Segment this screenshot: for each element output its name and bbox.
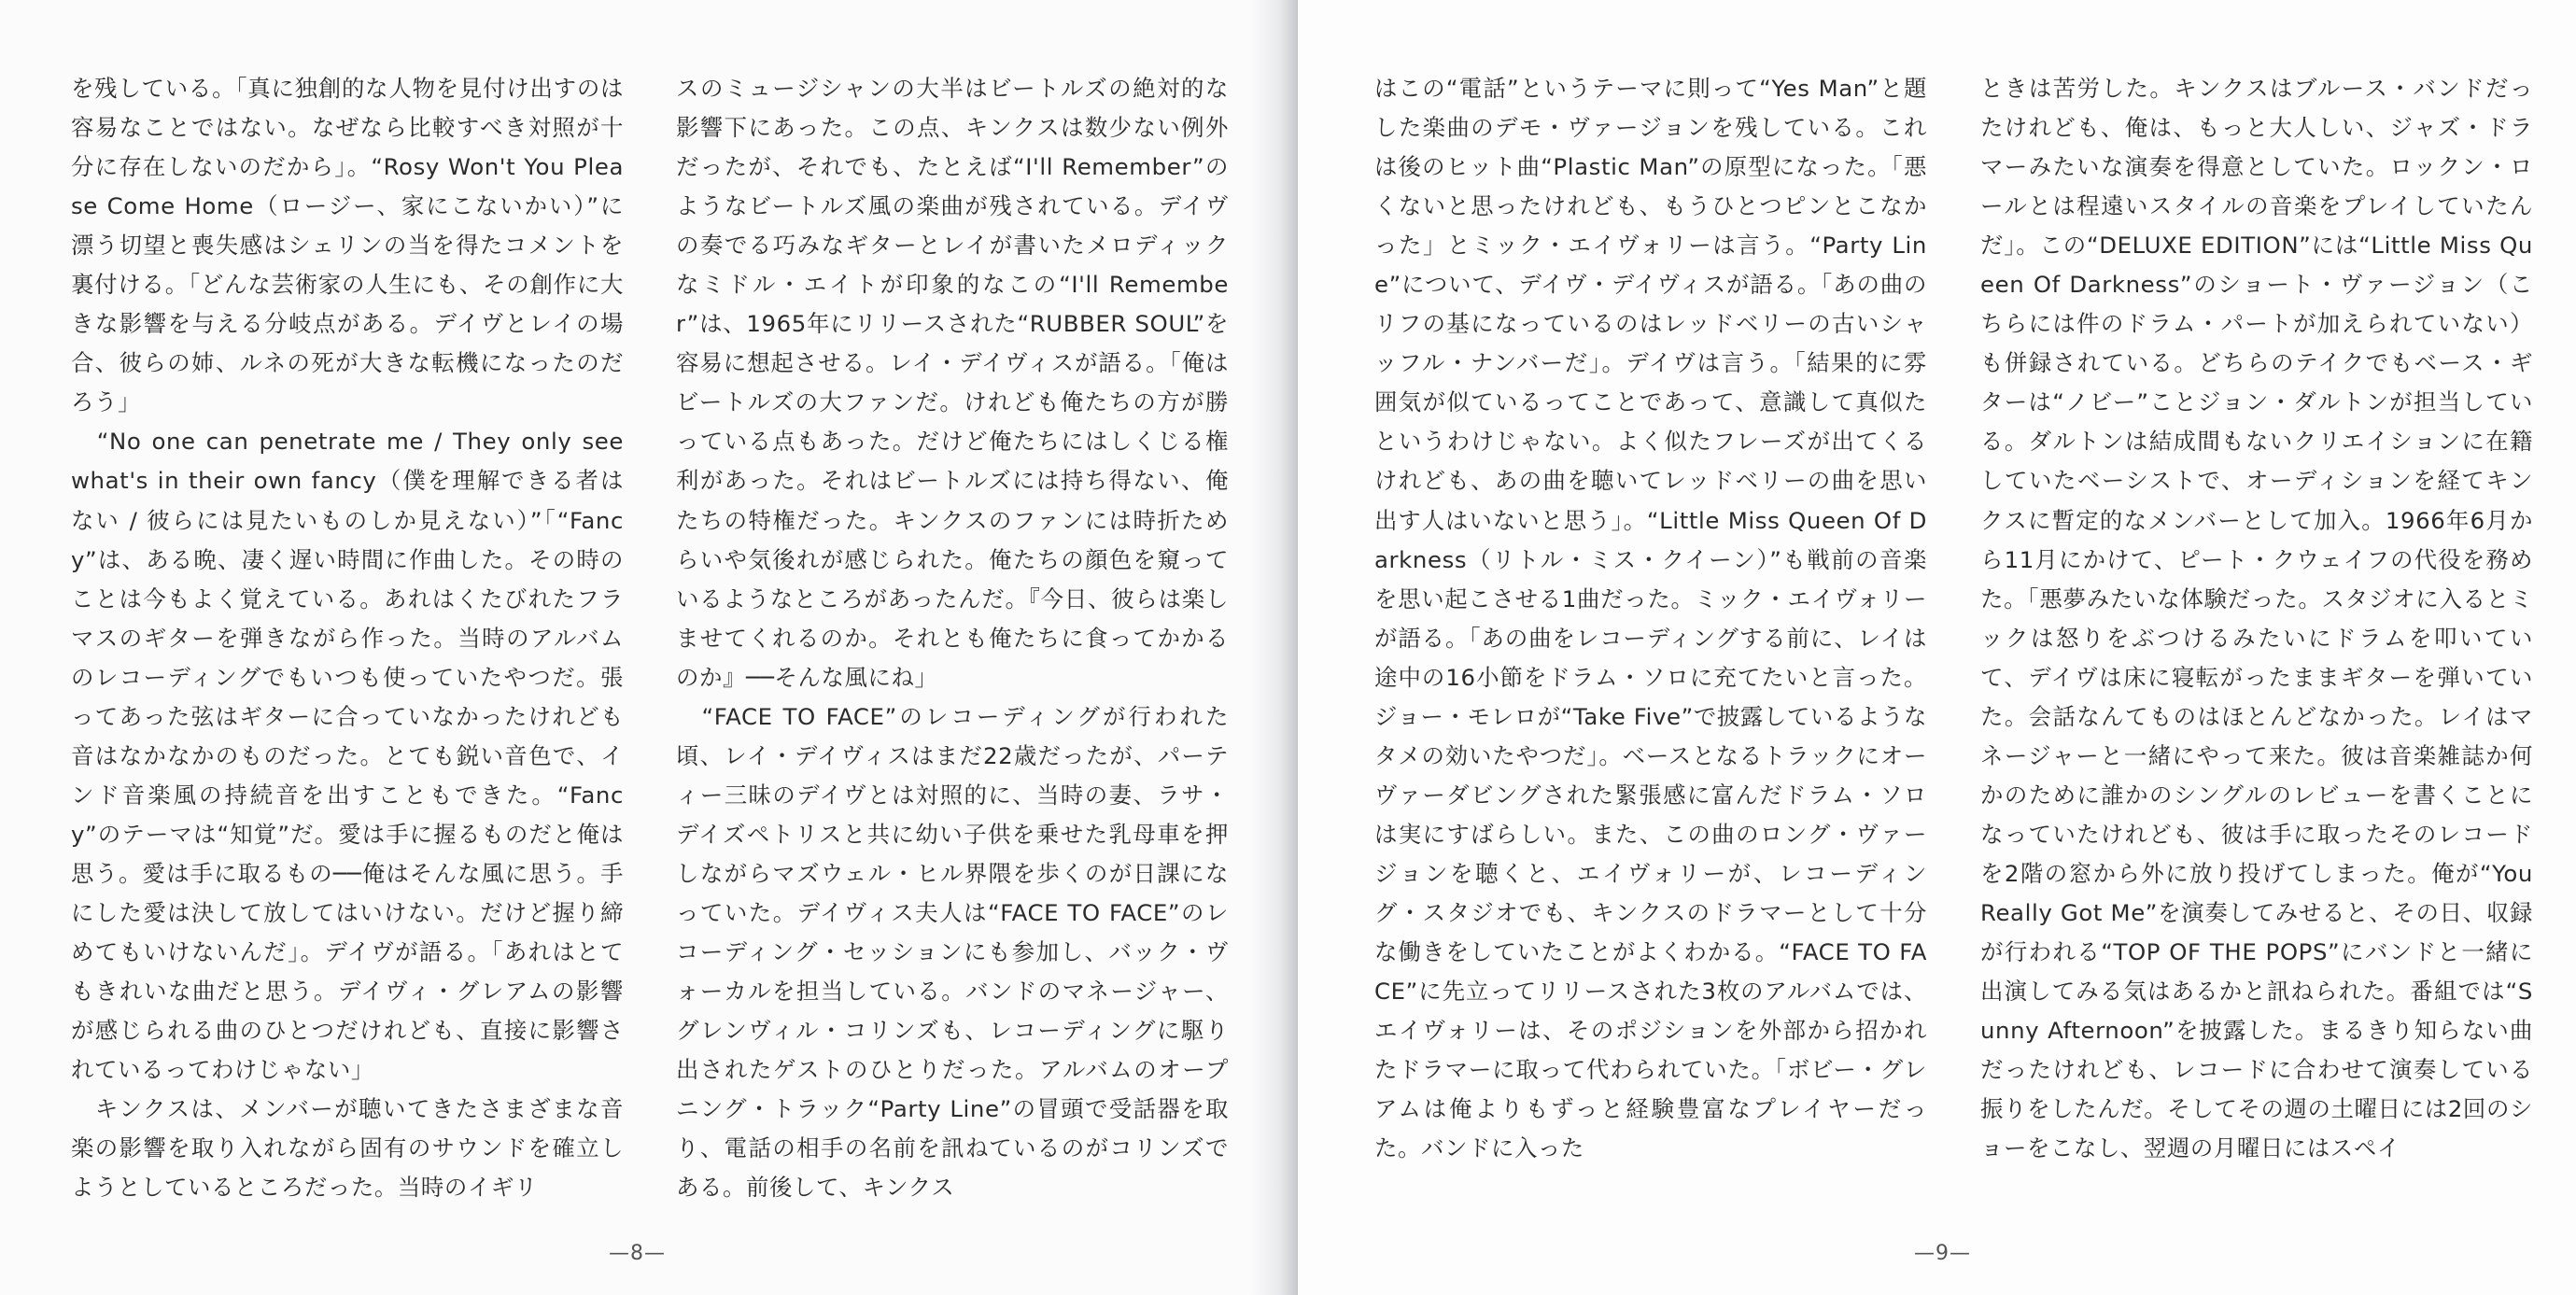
right-page-number: —9— bbox=[1914, 1242, 1971, 1265]
right-page bbox=[1298, 0, 2576, 1295]
left-page-column-1: を残している。「真に独創的な人物を見付け出すのは容易なことではない。なぜなら比較すべき対照が十分に存在しないのだから」。“Rosy Won't You Please Come Home（ロージー、家にこないかい）”に漂う切望と喪失感はシェリンの当を得たコメントを裏付ける。「どんな芸術家の人生にも、その創作に大きな影響を与える分岐点がある。デイヴとレイの場合、彼らの姉、ルネの死が大きな転機になったのだろう」 “No one can penetrate me / They only see what's in their own fancy（僕を理解できる者はない / 彼らには見たいものしか見えない）”「“Fancy”は、ある晩、凄く遅い時間に作曲した。その時のことは今もよく覚えている。あれはくたびれたフラマスのギターを弾きながら作った。当時のアルバムのレコーディングでもいつも使っていたやつだ。張ってあった弦はギターに合っていなかったけれども音はなかなかのものだった。とても鋭い音色で、インド音楽風の持続音を出すこともできた。“Fancy”のテーマは“知覚”だ。愛は手に握るものだと俺は思う。愛は手に取るもの──俺はそんな風に思う。手にした愛は決して放してはいけない。だけど握り締めてもいけないんだ」。デイヴが語る。「あれはとてもきれいな曲だと思う。デイヴィ・グレアムの影響が感じられる曲のひとつだけれども、直接に影響されているってわけじゃない」 キンクスは、メンバーが聴いてきたさまざまな音楽の影響を取り入れながら固有のサウンドを確立しようとしているところだった。当時のイギリ bbox=[71, 75, 624, 1202]
right-page-column-2: ときは苦労した。キンクスはブルース・バンドだったけれども、俺は、もっと大人しい、ジャズ・ドラマーみたいな演奏を得意としていた。ロックン・ロールとは程遠いスタイルの音楽をプレイしていたんだ」。この“DELUXE EDITION”には“Little Miss Queen Of Darkness”のショート・ヴァージョン（こちらには件のドラム・パートが加えられていない）も併録されている。どちらのテイクでもベース・ギターは“ノビー”ことジョン・ダルトンが担当している。ダルトンは結成間もないクリエイションに在籍していたベーシストで、オーディションを経てキンクスに暫定的なメンバーとして加入。1966年6月から11月にかけて、ピート・クウェイフの代役を務めた。「悪夢みたいな体験だった。スタジオに入るとミックは怒りをぶつけるみたいにドラムを叩いていて、デイヴは床に寝転がったままギターを弾いていた。会話なんてものはほとんどなかった。レイはマネージャーと一緒にやって来た。彼は音楽雑誌か何かのために誰かのシングルのレビューを書くことになっていたけれども、彼は手に取ったそのレコードを2階の窓から外に放り投げてしまった。俺が“You Really Got Me”を演奏してみせると、その日、収録が行われる“TOP OF THE POPS”にバンドと一緒に出演してみる気はあるかと訊ねられた。番組では“Sunny Afternoon”を披露した。まるきり知らない曲だったけれども、レコードに合わせて演奏している振りをしたんだ。そしてその週の土曜日には2回のショーをこなし、翌週の月曜日にはスペイ bbox=[1980, 75, 2533, 1162]
left-page bbox=[0, 0, 1281, 1295]
left-page-column-2: スのミュージシャンの大半はビートルズの絶対的な影響下にあった。この点、キンクスは数少ない例外だったが、それでも、たとえば“I'll Remember”のようなビートルズ風の楽曲が残されている。デイヴの奏でる巧みなギターとレイが書いたメロディックなミドル・エイトが印象的なこの“I'll Remember”は、1965年にリリースされた“RUBBER SOUL”を容易に想起させる。レイ・デイヴィスが語る。「俺はビートルズの大ファンだ。けれども俺たちの方が勝っている点もあった。だけど俺たちにはしくじる権利があった。それはビートルズには持ち得ない、俺たちの特権だった。キンクスのファンには時折ためらいや気後れが感じられた。俺たちの顔色を窺っているようなところがあったんだ。『今日、彼らは楽しませてくれるのか。それとも俺たちに食ってかかるのか』──そんな風にね」 “FACE TO FACE”のレコーディングが行われた頃、レイ・デイヴィスはまだ22歳だったが、パーティー三昧のデイヴとは対照的に、当時の妻、ラサ・デイズペトリスと共に幼い子供を乗せた乳母車を押しながらマズウェル・ヒル界隈を歩くのが日課になっていた。デイヴィス夫人は“FACE TO FACE”のレコーディング・セッションにも参加し、バック・ヴォーカルを担当している。バンドのマネージャー、グレンヴィル・コリンズも、レコーディングに駆り出されたゲストのひとりだった。アルバムのオープニング・トラック“Party Line”の冒頭で受話器を取り、電話の相手の名前を訊ねているのがコリンズである。前後して、キンクス bbox=[676, 75, 1229, 1202]
left-page-number: —8— bbox=[609, 1242, 666, 1265]
right-page-column-1: はこの“電話”というテーマに則って“Yes Man”と題した楽曲のデモ・ヴァージョンを残している。これは後のヒット曲“Plastic Man”の原型になった。「悪くないと思ったけれども、もうひとつピンとこなかった」とミック・エイヴォリーは言う。“Party Line”について、デイヴ・デイヴィスが語る。「あの曲のリフの基になっているのはレッドベリーの古いシャッフル・ナンバーだ」。デイヴは言う。「結果的に雰囲気が似ているってことであって、意識して真似たというわけじゃない。よく似たフレーズが出てくるけれども、あの曲を聴いてレッドベリーの曲を思い出す人はいないと思う」。“Little Miss Queen Of Darkness（リトル・ミス・クイーン）”も戦前の音楽を思い起こさせる1曲だった。ミック・エイヴォリーが語る。「あの曲をレコーディングする前に、レイは途中の16小節をドラム・ソロに充てたいと言った。ジョー・モレロが“Take Five”で披露しているようなタメの効いたやつだ」。ベースとなるトラックにオーヴァーダビングされた緊張感に富んだドラム・ソロは実にすばらしい。また、この曲のロング・ヴァージョンを聴くと、エイヴォリーが、レコーディング・スタジオでも、キンクスのドラマーとして十分な働きをしていたことがよくわかる。“FACE TO FACE”に先立ってリリースされた3枚のアルバムでは、エイヴォリーは、そのポジションを外部から招かれたドラマーに取って代わられていた。「ボビー・グレアムは俺よりもずっと経験豊富なプレイヤーだった。バンドに入った bbox=[1374, 75, 1927, 1162]
